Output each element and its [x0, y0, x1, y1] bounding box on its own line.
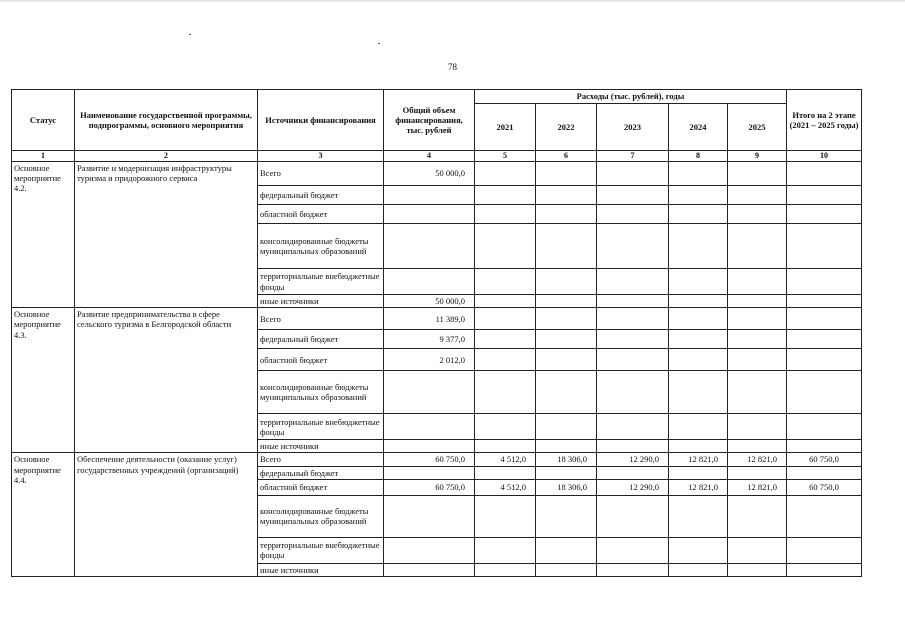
year-amount-cell — [669, 371, 728, 414]
year-amount-cell — [597, 414, 669, 440]
year-amount-cell — [536, 371, 597, 414]
year-amount-cell — [597, 162, 669, 186]
total-volume-cell — [384, 563, 475, 576]
page-number: 78 — [448, 62, 457, 72]
header-total-volume: Общий объем финансирования, тыс. рублей — [384, 90, 475, 151]
year-amount-cell: 4 512,0 — [475, 453, 536, 466]
year-amount-cell — [728, 466, 787, 479]
year-amount-cell: 12 290,0 — [597, 479, 669, 495]
year-amount-cell — [536, 295, 597, 308]
year-amount-cell — [728, 349, 787, 371]
year-amount-cell — [728, 295, 787, 308]
year-amount-cell — [597, 269, 669, 295]
year-amount-cell — [536, 440, 597, 453]
stage-total-cell — [787, 162, 862, 186]
funding-source: территориальные внебюджетные фонды — [258, 537, 384, 563]
scan-artifact-line — [0, 0, 905, 2]
year-amount-cell — [536, 224, 597, 269]
year-amount-cell — [597, 537, 669, 563]
table-body — [12, 162, 862, 577]
year-amount-cell — [597, 308, 669, 330]
total-volume-cell — [384, 414, 475, 440]
year-amount-cell — [669, 308, 728, 330]
year-amount-cell — [669, 414, 728, 440]
total-volume-cell: 9 377,0 — [384, 330, 475, 349]
section-status: Основное мероприятие 4.2. — [12, 162, 75, 308]
financing-table-container — [11, 89, 862, 577]
total-volume-cell — [384, 537, 475, 563]
column-number: 6 — [536, 151, 597, 162]
year-amount-cell — [669, 205, 728, 224]
year-amount-cell — [536, 563, 597, 576]
section-name: Развитие предпринимательства в сфере сельского туризма в Белгородской области — [75, 308, 258, 453]
column-number: 8 — [669, 151, 728, 162]
year-amount-cell — [475, 205, 536, 224]
stage-total-cell — [787, 349, 862, 371]
year-amount-cell: 4 512,0 — [475, 479, 536, 495]
year-amount-cell — [669, 269, 728, 295]
table-header — [12, 90, 862, 162]
year-amount-cell: 12 290,0 — [597, 453, 669, 466]
year-amount-cell: 12 821,0 — [728, 479, 787, 495]
year-amount-cell — [728, 495, 787, 537]
year-amount-cell — [669, 563, 728, 576]
section-status: Основное мероприятие 4.3. — [12, 308, 75, 453]
total-volume-cell — [384, 269, 475, 295]
year-amount-cell — [669, 295, 728, 308]
stage-total-cell — [787, 537, 862, 563]
funding-source: иные источники — [258, 563, 384, 576]
year-amount-cell — [728, 330, 787, 349]
funding-source: консолидированные бюджеты муниципальных образований — [258, 224, 384, 269]
stage-total-cell — [787, 330, 862, 349]
column-number: 4 — [384, 151, 475, 162]
year-amount-cell — [475, 414, 536, 440]
year-amount-cell — [536, 186, 597, 205]
stage-total-cell — [787, 295, 862, 308]
total-volume-cell — [384, 371, 475, 414]
funding-source: консолидированные бюджеты муниципальных образований — [258, 495, 384, 537]
year-amount-cell — [728, 308, 787, 330]
funding-source: консолидированные бюджеты муниципальных образований — [258, 371, 384, 414]
year-amount-cell — [597, 563, 669, 576]
total-volume-cell: 11 389,0 — [384, 308, 475, 330]
year-amount-cell — [475, 224, 536, 269]
header-year: 2022 — [536, 104, 597, 151]
table-row — [12, 453, 862, 466]
header-expenses-group: Расходы (тыс. рублей), годы — [475, 90, 787, 104]
year-amount-cell — [669, 537, 728, 563]
year-amount-cell — [475, 371, 536, 414]
total-volume-cell: 2 012,0 — [384, 349, 475, 371]
funding-source: Всего — [258, 162, 384, 186]
year-amount-cell — [475, 308, 536, 330]
header-year: 2023 — [597, 104, 669, 151]
header-year: 2025 — [728, 104, 787, 151]
stage-total-cell — [787, 466, 862, 479]
stage-total-cell — [787, 205, 862, 224]
stage-total-cell — [787, 414, 862, 440]
year-amount-cell — [597, 495, 669, 537]
year-amount-cell: 12 821,0 — [728, 453, 787, 466]
financing-table — [11, 89, 862, 577]
year-amount-cell — [597, 224, 669, 269]
stage-total-cell — [787, 308, 862, 330]
column-number: 7 — [597, 151, 669, 162]
funding-source: областной бюджет — [258, 479, 384, 495]
header-total-stage: Итого на 2 этапе (2021 – 2025 годы) — [787, 90, 862, 151]
stage-total-cell — [787, 495, 862, 537]
total-volume-cell — [384, 466, 475, 479]
year-amount-cell — [728, 186, 787, 205]
total-volume-cell: 60 750,0 — [384, 453, 475, 466]
header-year: 2021 — [475, 104, 536, 151]
funding-source: областной бюджет — [258, 349, 384, 371]
year-amount-cell — [536, 330, 597, 349]
year-amount-cell: 12 821,0 — [669, 453, 728, 466]
year-amount-cell — [597, 440, 669, 453]
year-amount-cell — [536, 162, 597, 186]
total-volume-cell — [384, 224, 475, 269]
column-number: 10 — [787, 151, 862, 162]
section-name: Обеспечение деятельности (оказание услуг) государственных учреждений (организаций) — [75, 453, 258, 577]
funding-source: Всего — [258, 308, 384, 330]
year-amount-cell — [597, 371, 669, 414]
year-amount-cell — [597, 466, 669, 479]
total-volume-cell — [384, 186, 475, 205]
year-amount-cell — [669, 440, 728, 453]
section-status: Основное мероприятие 4.4. — [12, 453, 75, 577]
year-amount-cell — [475, 162, 536, 186]
year-amount-cell — [597, 349, 669, 371]
year-amount-cell: 18 306,0 — [536, 479, 597, 495]
stage-total-cell: 60 750,0 — [787, 453, 862, 466]
year-amount-cell — [536, 205, 597, 224]
year-amount-cell — [475, 495, 536, 537]
year-amount-cell: 12 821,0 — [669, 479, 728, 495]
year-amount-cell — [669, 466, 728, 479]
year-amount-cell — [536, 495, 597, 537]
funding-source: территориальные внебюджетные фонды — [258, 269, 384, 295]
year-amount-cell — [728, 162, 787, 186]
funding-source: иные источники — [258, 440, 384, 453]
year-amount-cell — [669, 330, 728, 349]
year-amount-cell — [728, 205, 787, 224]
header-year: 2024 — [669, 104, 728, 151]
total-volume-cell: 50 000,0 — [384, 295, 475, 308]
year-amount-cell — [597, 186, 669, 205]
year-amount-cell: 18 306,0 — [536, 453, 597, 466]
funding-source: федеральный бюджет — [258, 186, 384, 205]
year-amount-cell — [597, 205, 669, 224]
header-status: Статус — [12, 90, 75, 151]
column-number: 3 — [258, 151, 384, 162]
funding-source: федеральный бюджет — [258, 466, 384, 479]
stage-total-cell — [787, 224, 862, 269]
total-volume-cell — [384, 205, 475, 224]
scan-speck — [189, 34, 191, 35]
year-amount-cell — [475, 269, 536, 295]
year-amount-cell — [669, 495, 728, 537]
total-volume-cell — [384, 495, 475, 537]
total-volume-cell: 60 750,0 — [384, 479, 475, 495]
year-amount-cell — [669, 224, 728, 269]
year-amount-cell — [728, 440, 787, 453]
column-number: 9 — [728, 151, 787, 162]
year-amount-cell — [475, 537, 536, 563]
year-amount-cell — [536, 308, 597, 330]
year-amount-cell — [728, 224, 787, 269]
funding-source: областной бюджет — [258, 205, 384, 224]
year-amount-cell — [475, 440, 536, 453]
column-number: 5 — [475, 151, 536, 162]
total-volume-cell — [384, 440, 475, 453]
stage-total-cell — [787, 440, 862, 453]
stage-total-cell — [787, 186, 862, 205]
year-amount-cell — [728, 371, 787, 414]
year-amount-cell — [669, 162, 728, 186]
year-amount-cell — [669, 186, 728, 205]
header-name: Наименование государственной программы, подпрограммы, основного мероприятия — [75, 90, 258, 151]
scan-speck — [378, 43, 380, 44]
column-number: 1 — [12, 151, 75, 162]
year-amount-cell — [728, 414, 787, 440]
stage-total-cell — [787, 269, 862, 295]
table-row — [12, 308, 862, 330]
table-row — [12, 162, 862, 186]
year-amount-cell — [597, 295, 669, 308]
year-amount-cell — [728, 269, 787, 295]
total-volume-cell: 50 000,0 — [384, 162, 475, 186]
year-amount-cell — [475, 186, 536, 205]
stage-total-cell: 60 750,0 — [787, 479, 862, 495]
section-name: Развитие и модернизация инфраструктуры туризма и придорожного сервиса — [75, 162, 258, 308]
year-amount-cell — [536, 537, 597, 563]
year-amount-cell — [475, 295, 536, 308]
funding-source: федеральный бюджет — [258, 330, 384, 349]
year-amount-cell — [536, 349, 597, 371]
stage-total-cell — [787, 371, 862, 414]
year-amount-cell — [536, 466, 597, 479]
year-amount-cell — [475, 330, 536, 349]
year-amount-cell — [536, 269, 597, 295]
funding-source: Всего — [258, 453, 384, 466]
funding-source: территориальные внебюджетные фонды — [258, 414, 384, 440]
year-amount-cell — [536, 414, 597, 440]
year-amount-cell — [728, 563, 787, 576]
stage-total-cell — [787, 563, 862, 576]
year-amount-cell — [597, 330, 669, 349]
year-amount-cell — [669, 349, 728, 371]
year-amount-cell — [475, 466, 536, 479]
header-sources: Источники финансирования — [258, 90, 384, 151]
year-amount-cell — [728, 537, 787, 563]
column-number: 2 — [75, 151, 258, 162]
year-amount-cell — [475, 563, 536, 576]
funding-source: иные источники — [258, 295, 384, 308]
year-amount-cell — [475, 349, 536, 371]
